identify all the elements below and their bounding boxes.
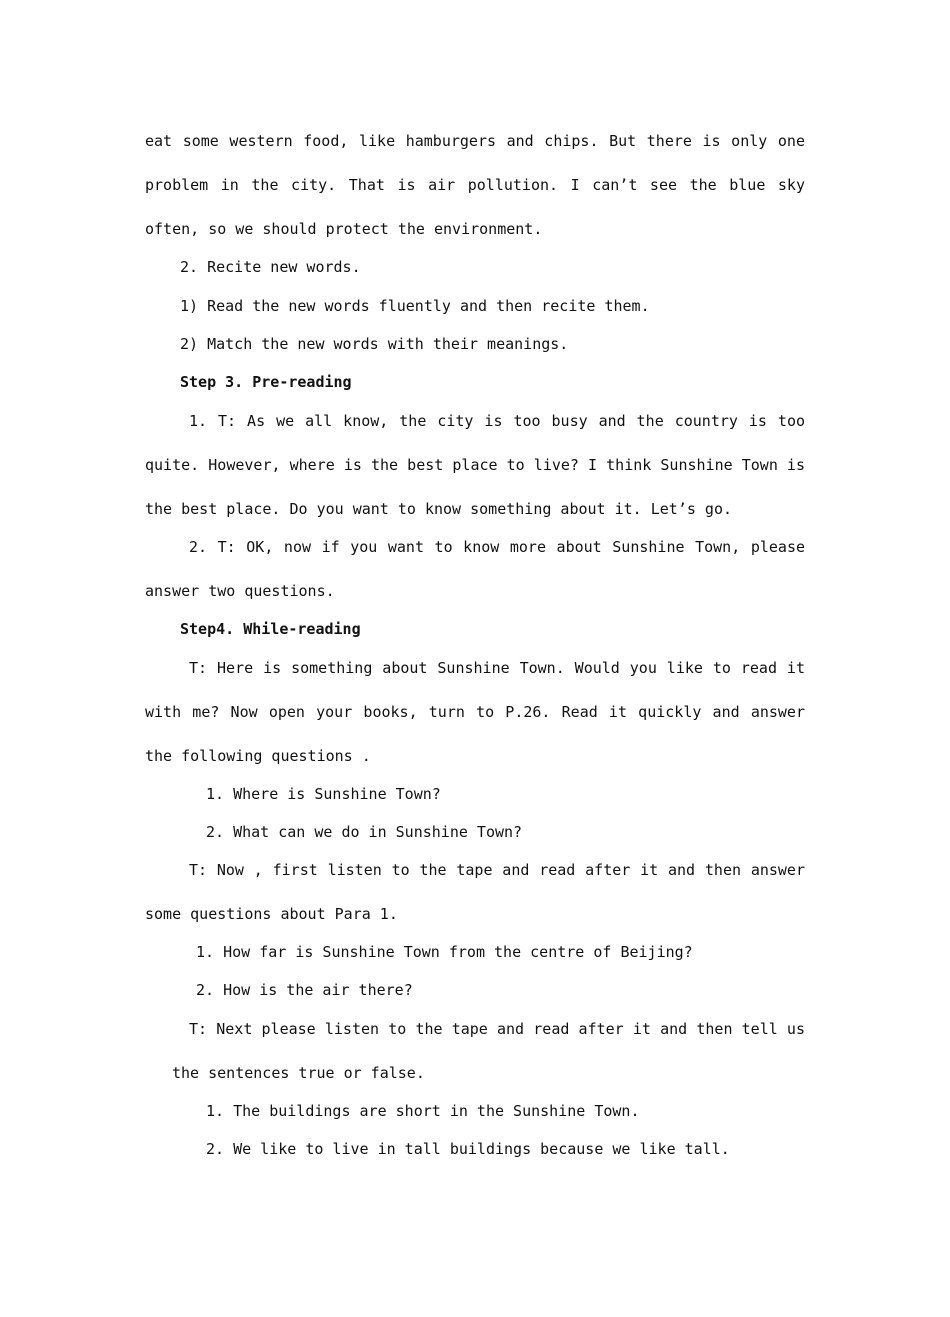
list-item: 1) Read the new words fluently and then recite them. — [180, 297, 650, 315]
section-heading: Step 3. Pre-reading — [180, 373, 352, 391]
paragraph-line: the sentences true or false. — [172, 1064, 425, 1082]
paragraph-line: eat some western food, like hamburgers and chips. But there is only one — [145, 132, 805, 150]
paragraph-line: the best place. Do you want to know something about it. Let’s go. — [145, 500, 732, 518]
paragraph-line: answer two questions. — [145, 582, 335, 600]
list-item: 2) Match the new words with their meanings. — [180, 335, 569, 353]
paragraph-line: some questions about Para 1. — [145, 905, 398, 923]
paragraph-line: 2. T: OK, now if you want to know more about Sunshine Town, please — [189, 538, 805, 556]
paragraph-line: with me? Now open your books, turn to P.26. Read it quickly and answer — [145, 703, 805, 721]
statement-item: 2. We like to live in tall buildings because we like tall. — [206, 1140, 730, 1158]
statement-item: 1. The buildings are short in the Sunshine Town. — [206, 1102, 640, 1120]
section-heading: Step4. While-reading — [180, 620, 361, 638]
paragraph-line: the following questions . — [145, 747, 371, 765]
paragraph-line: problem in the city. That is air pollution. I can’t see the blue sky — [145, 176, 805, 194]
paragraph-line: 1. T: As we all know, the city is too busy and the country is too — [189, 412, 805, 430]
paragraph-line: T: Now , first listen to the tape and read after it and then answer — [189, 861, 805, 879]
question-item: 2. What can we do in Sunshine Town? — [206, 823, 523, 841]
paragraph-line: T: Here is something about Sunshine Town. Would you like to read it — [189, 659, 805, 677]
paragraph-line: quite. However, where is the best place to live? I think Sunshine Town is — [145, 456, 805, 474]
question-item: 2. How is the air there? — [196, 981, 413, 999]
list-item: 2. Recite new words. — [180, 258, 361, 276]
paragraph-line: often, so we should protect the environment. — [145, 220, 543, 238]
question-item: 1. Where is Sunshine Town? — [206, 785, 441, 803]
question-item: 1. How far is Sunshine Town from the centre of Beijing? — [196, 943, 693, 961]
paragraph-line: T: Next please listen to the tape and read after it and then tell us — [189, 1020, 805, 1038]
